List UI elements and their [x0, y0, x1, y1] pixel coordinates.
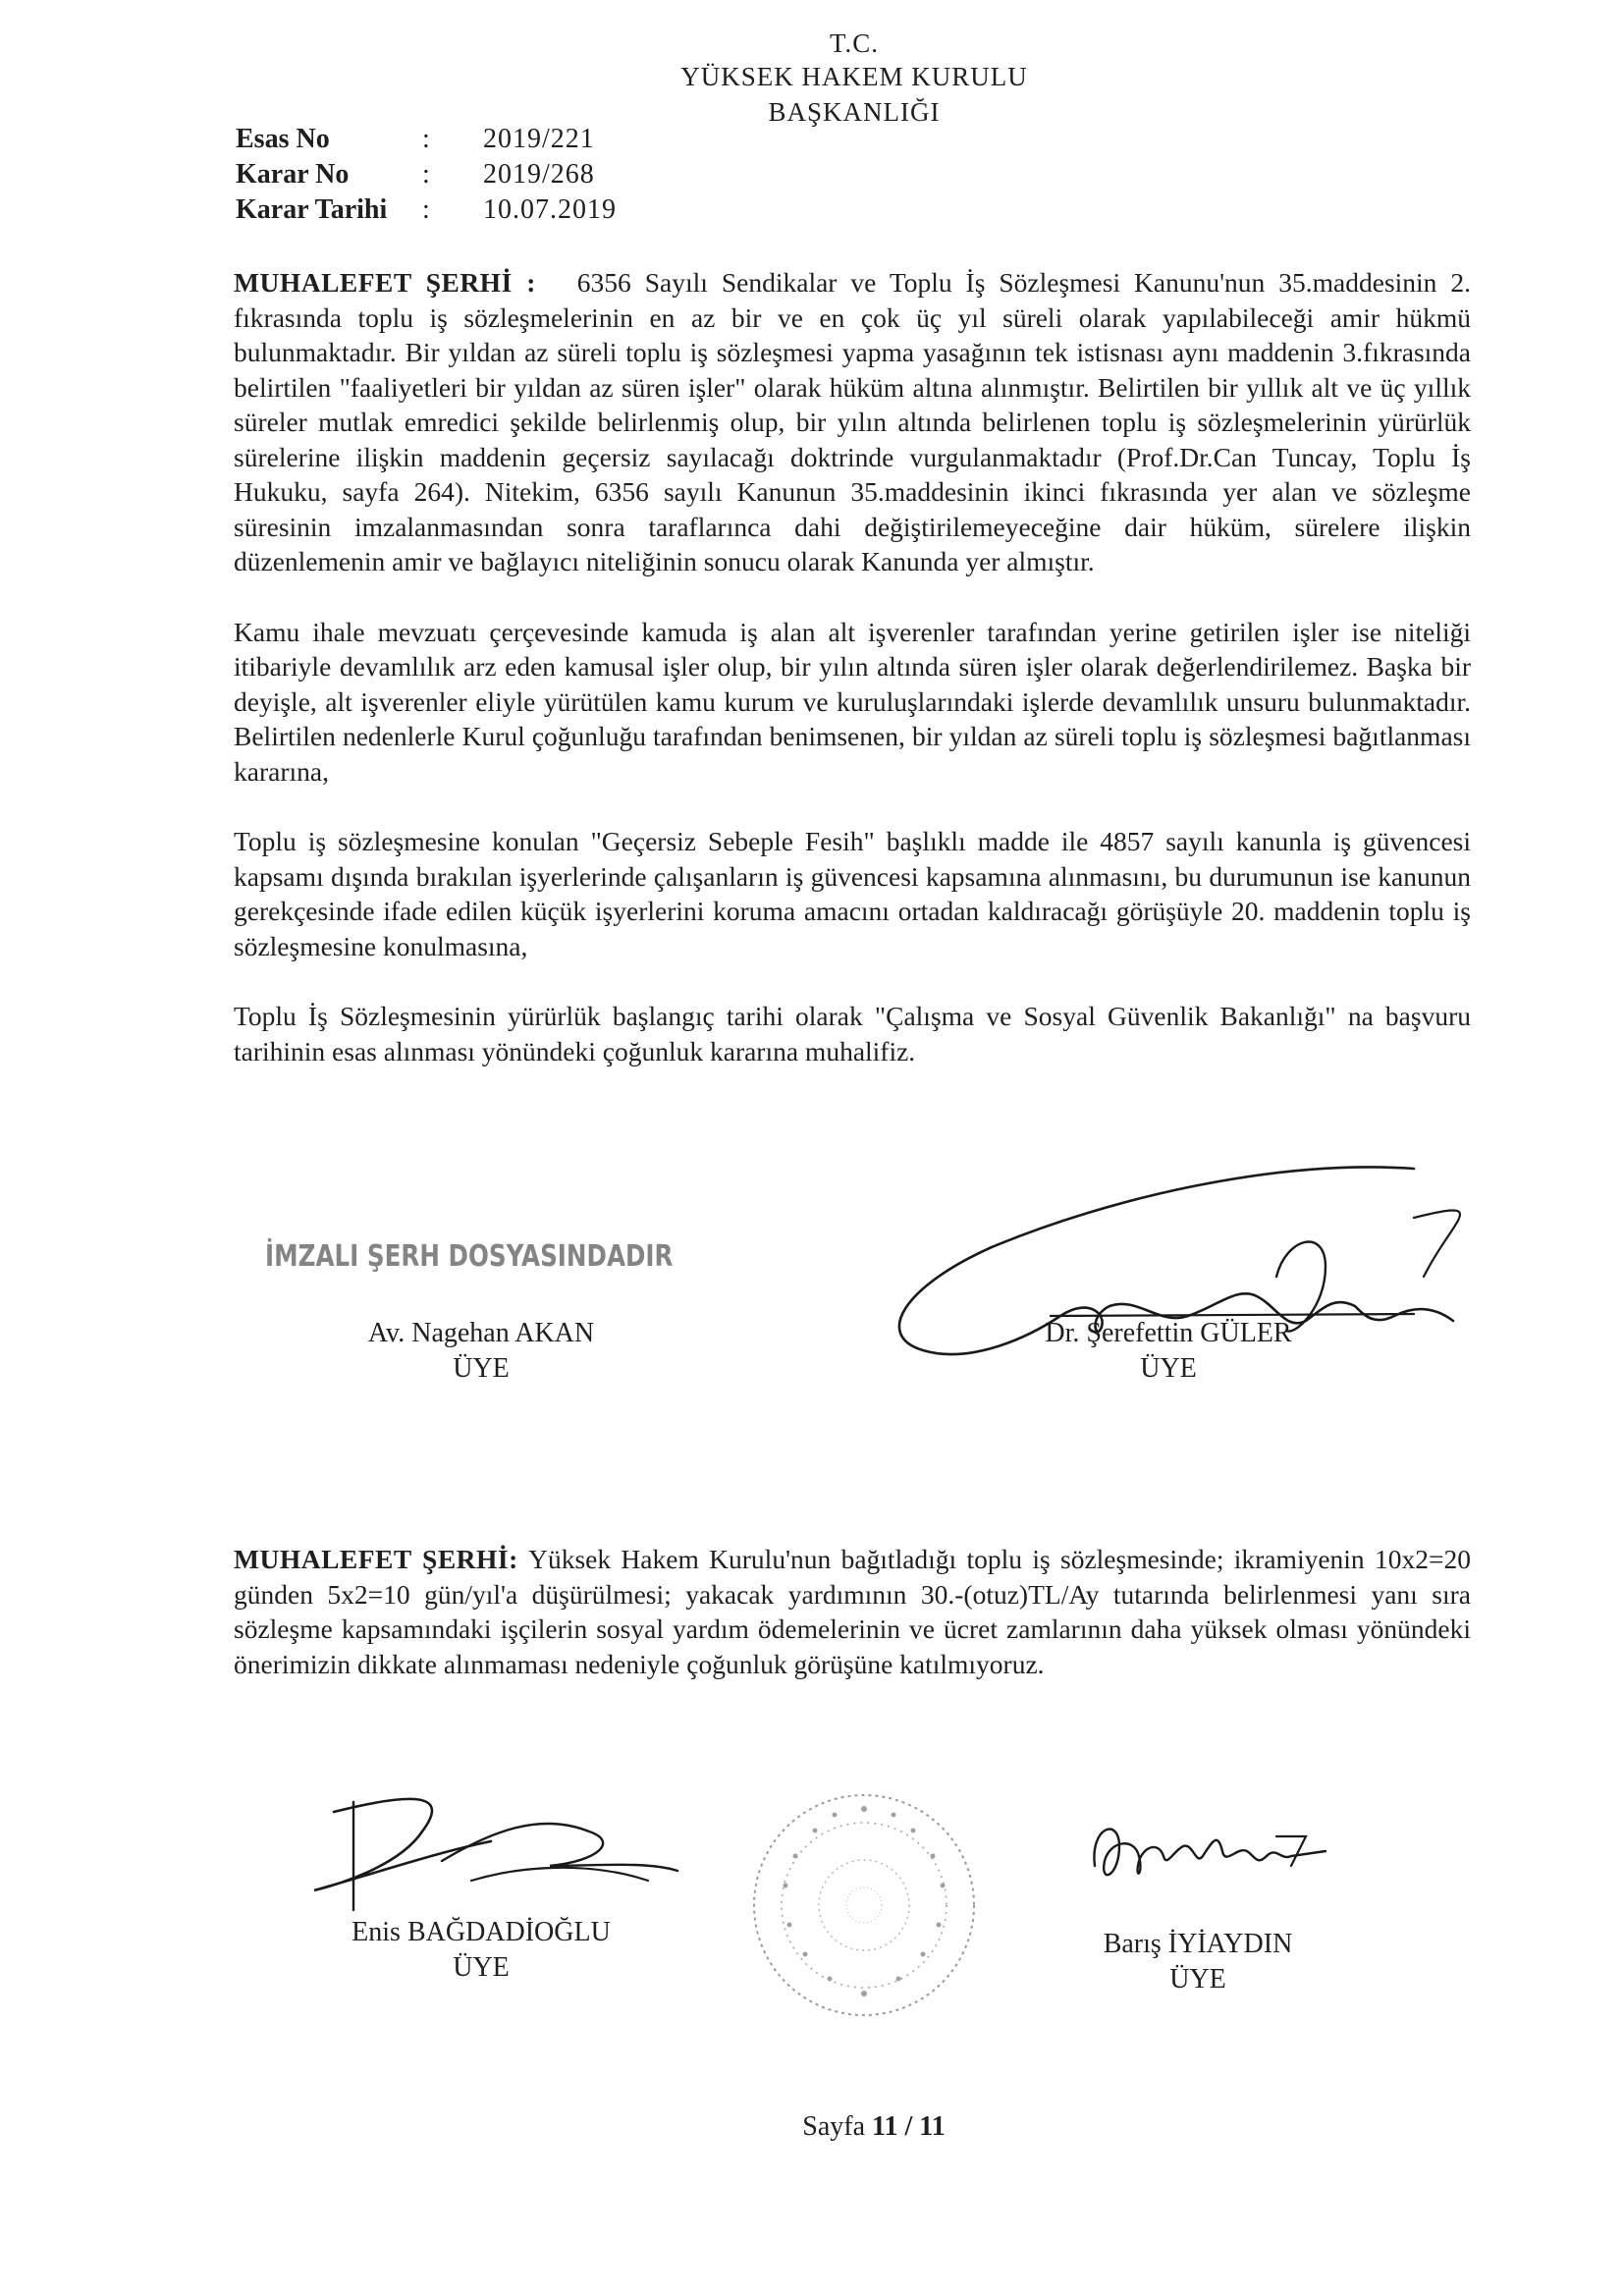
meta-separator: :: [422, 124, 430, 154]
meta-label: Esas No: [236, 124, 330, 154]
dissent-2-text-1: Yüksek Hakem Kurulu'nun bağıtladığı toplu iş sözleşmesinde; ikramiyenin 10x2=20 günden 5x2=10 gün/yıl'a düşürülmesi; yakacak yardımının 30.-(otuz)TL/Ay tutarında belirlenmesi yanı sıra sözleşme kapsamındaki işçilerin sosyal yardım ödemelerinin ve ücret zamlarının daha yüksek olması yönündeki önerimizin dikkate alınmaması nedeniyle çoğunluk görüşüne katılmıyoruz.: [234, 1544, 1471, 1679]
signer-iyiaydin: [1021, 1927, 1375, 1997]
page-count: 11 / 11: [872, 2111, 946, 2142]
meta-value: 10.07.2019: [483, 194, 617, 225]
signer-bagdadioglu: [295, 1915, 668, 1986]
signature-bagdadioglu: [295, 1773, 707, 1920]
header-presidency: BAŞKANLIĞI: [768, 97, 941, 127]
signer-guler: [982, 1316, 1355, 1387]
signer-name: Enis BAĞDADİOĞLU: [352, 1917, 611, 1947]
meta-separator: :: [422, 159, 430, 190]
dissent-2-paragraph-1: [234, 1542, 1471, 1681]
dissent-1-paragraph-3: Toplu iş sözleşmesine konulan "Geçersiz Sebeple Fesih" başlıklı madde ile 4857 sayılı kanunla iş güvencesi kapsamı dışında bırakılan işyerlerinde çalışanların iş güvencesi kapsamına alınmasını, bu durumunun ise kanunun gerekçesinde ifade edilen küçük işyerlerini koruma amacını ortadan kaldıracağı görüşüyle 20. maddenin toplu iş sözleşmesine konulmasına,: [234, 826, 1471, 961]
case-metadata: [236, 122, 617, 228]
header-tc: T.C.: [830, 28, 879, 58]
meta-row-esas: [236, 122, 617, 157]
signer-role: ÜYE: [1140, 1353, 1197, 1384]
signed-annotation-stamp: İMZALI ŞERH DOSYASINDADIR: [265, 1239, 674, 1274]
official-seal: [746, 1787, 982, 2023]
meta-label: Karar Tarihi: [236, 194, 388, 225]
meta-separator: :: [422, 194, 430, 225]
dissent-2: [234, 1542, 1471, 1681]
meta-label: Karar No: [236, 159, 350, 190]
dissent-1-heading: MUHALEFET ŞERHİ :: [234, 267, 536, 298]
signer-name: Av. Nagehan AKAN: [367, 1318, 595, 1348]
page-number: [727, 2111, 1021, 2143]
signer-name: Dr. Şerefettin GÜLER: [1045, 1318, 1292, 1348]
page-label: Sayfa: [802, 2111, 866, 2142]
meta-value: 2019/221: [483, 124, 595, 154]
signer-role: ÜYE: [1169, 1964, 1226, 1995]
meta-row-karar-tarihi: [236, 192, 617, 228]
dissent-1-paragraph-1: [234, 265, 1471, 579]
meta-value: 2019/268: [483, 159, 595, 190]
signature-iyiaydin: [1080, 1807, 1335, 1895]
signer-role: ÜYE: [453, 1952, 510, 1983]
signer-name: Barış İYİAYDIN: [1103, 1929, 1293, 1959]
dissent-2-heading: MUHALEFET ŞERHİ:: [234, 1544, 518, 1574]
signer-role: ÜYE: [453, 1353, 510, 1384]
dissent-1-paragraph-2: Kamu ihale mevzuatı çerçevesinde kamuda iş alan alt işverenler tarafından yerine getirilen işler ise niteliği itibariyle devamlılık arz eden kamusal işler olup, bir yılın altında süren işler olarak değerlendirilemez. Başka bir deyişle, alt işverenler eliyle yürütülen kamu kurum ve kuruluşlarındaki işlerde devamlılık unsuru bulunmaktadır. Belirtilen nedenlerle Kurul çoğunluğu tarafından benimsenen, bir yıldan az süreli toplu iş sözleşmesi bağıtlanması kararına,: [234, 616, 1471, 787]
dissent-1: [234, 265, 1471, 1068]
dissent-1-text-1: 6356 Sayılı Sendikalar ve Toplu İş Sözleşmesi Kanunu'nun 35.maddesinin 2. fıkrasında toplu iş sözleşmelerinin en az bir ve en çok üç yıl süreli olarak yapılabileceği amir hükmü bulunmaktadır. Bir yıldan az süreli toplu iş sözleşmesi yapma yasağının tek istisnası aynı maddenin 3.fıkrasında belirtilen "faaliyetleri bir yıldan az süren işler" olarak hüküm altına alınmıştır. Belirtilen bir yıllık alt ve üç yıllık süreler mutlak emredici şekilde belirlenmiş olup, bir yılın altında belirlenen toplu iş sözleşmelerinin yürürlük sürelerine ilişkin maddenin geçersiz sayılacağı doktrinde vurgulanmaktadır (Prof.Dr.Can Tuncay, Toplu İş Hukuku, sayfa 264). Nitekim, 6356 sayılı Kanunun 35.maddesinin ikinci fıkrasında yer alan ve sözleşme süresinin imzalanmasından sonra taraflarınca dahi değiştirilemeyeceğine dair hüküm, sürelere ilişkin düzenlemenin amir ve bağlayıcı niteliğinin sonucu olarak Kanunda yer almıştır.: [234, 267, 1472, 576]
header-institution: YÜKSEK HAKEM KURULU: [680, 62, 1028, 91]
signer-akan: [295, 1316, 668, 1387]
meta-row-karar: [236, 157, 617, 192]
dissent-1-paragraph-4: Toplu İş Sözleşmesinin yürürlük başlangıç tarihi olarak "Çalışma ve Sosyal Güvenlik Bakanlığı" na başvuru tarihinin esas alınması yönündeki çoğunluk kararına muhalifiz.: [234, 1001, 1471, 1066]
